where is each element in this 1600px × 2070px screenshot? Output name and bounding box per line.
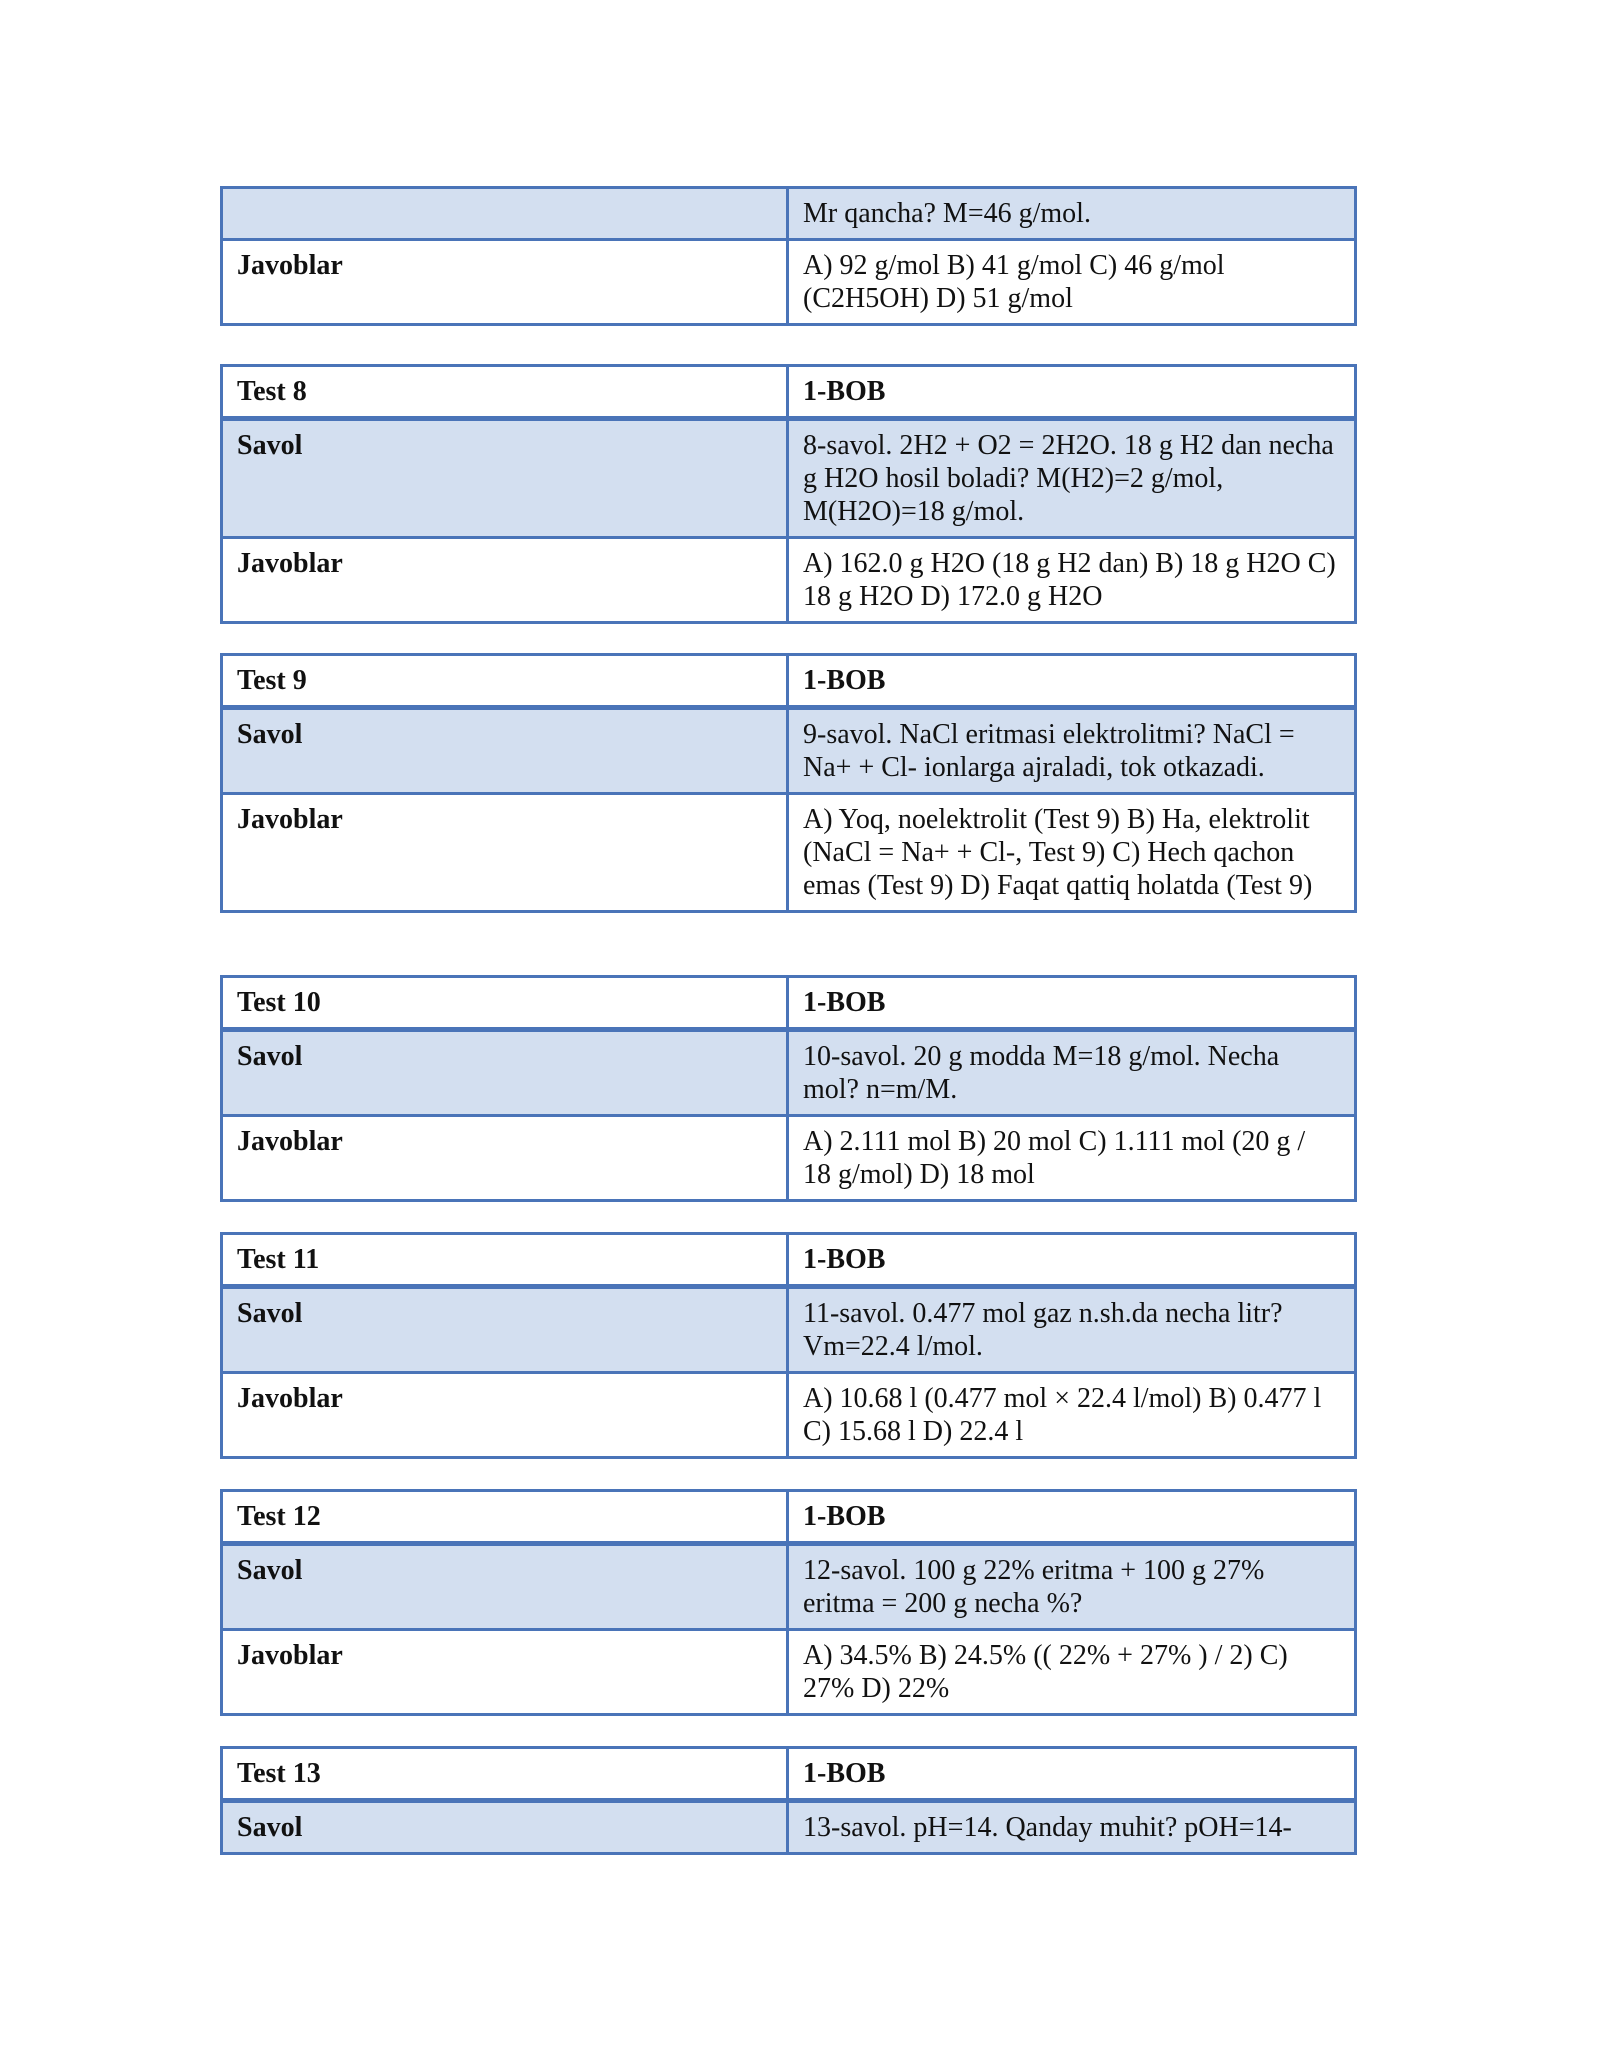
- test-number: Test 10: [222, 977, 788, 1030]
- chapter-label: 1-BOB: [788, 1234, 1356, 1287]
- row-label: Javoblar: [222, 1373, 788, 1458]
- test-header-row: [222, 366, 1356, 419]
- test-table-10: [220, 975, 1357, 1202]
- question-text: Mr qancha? M=46 g/mol.: [788, 188, 1356, 240]
- test-table-9: [220, 653, 1357, 913]
- answers-row: [222, 1116, 1356, 1201]
- test-table-11: [220, 1232, 1357, 1459]
- question-row: [222, 1030, 1356, 1116]
- row-label: Savol: [222, 708, 788, 794]
- row-label: Savol: [222, 1030, 788, 1116]
- row-label: Javoblar: [222, 1116, 788, 1201]
- row-label: Savol: [222, 1544, 788, 1630]
- row-label: Savol: [222, 1801, 788, 1854]
- test-number: Test 11: [222, 1234, 788, 1287]
- test-number: Test 8: [222, 366, 788, 419]
- test-number: Test 13: [222, 1748, 788, 1801]
- row-label: Javoblar: [222, 1630, 788, 1715]
- answers-row: [222, 1373, 1356, 1458]
- test-table-13: [220, 1746, 1357, 1855]
- row-label: Javoblar: [222, 538, 788, 623]
- test-header-row: [222, 977, 1356, 1030]
- answers-row: [222, 1630, 1356, 1715]
- chapter-label: 1-BOB: [788, 655, 1356, 708]
- row-label: Savol: [222, 1287, 788, 1373]
- question-row: [222, 1287, 1356, 1373]
- answers-row: [222, 794, 1356, 912]
- test-header-row: [222, 655, 1356, 708]
- test-header-row: [222, 1491, 1356, 1544]
- question-row: [222, 419, 1356, 538]
- question-text: 13-savol. pH=14. Qanday muhit? pOH=14-: [788, 1801, 1356, 1854]
- question-text: 9-savol. NaCl eritmasi elektrolitmi? NaCl = Na+ + Cl- ionlarga ajraladi, tok otkazadi.: [788, 708, 1356, 794]
- row-label: Javoblar: [222, 240, 788, 325]
- question-row: [222, 1544, 1356, 1630]
- row-label: Javoblar: [222, 794, 788, 912]
- question-row: [222, 708, 1356, 794]
- chapter-label: 1-BOB: [788, 977, 1356, 1030]
- question-text: 10-savol. 20 g modda M=18 g/mol. Necha mol? n=m/M.: [788, 1030, 1356, 1116]
- answers-text: A) 92 g/mol B) 41 g/mol C) 46 g/mol (C2H5OH) D) 51 g/mol: [788, 240, 1356, 325]
- chapter-label: 1-BOB: [788, 366, 1356, 419]
- test-number: Test 9: [222, 655, 788, 708]
- answers-text: A) 10.68 l (0.477 mol × 22.4 l/mol) B) 0.477 l C) 15.68 l D) 22.4 l: [788, 1373, 1356, 1458]
- test-table-8: [220, 364, 1357, 624]
- row-label: [222, 188, 788, 240]
- question-text: 8-savol. 2H2 + O2 = 2H2O. 18 g H2 dan necha g H2O hosil boladi? M(H2)=2 g/mol, M(H2O)=18 g/mol.: [788, 419, 1356, 538]
- chapter-label: 1-BOB: [788, 1491, 1356, 1544]
- answers-row: [222, 538, 1356, 623]
- test-table-12: [220, 1489, 1357, 1716]
- answers-text: A) Yoq, noelektrolit (Test 9) B) Ha, elektrolit (NaCl = Na+ + Cl-, Test 9) C) Hech qachon emas (Test 9) D) Faqat qattiq holatda (Test 9): [788, 794, 1356, 912]
- chapter-label: 1-BOB: [788, 1748, 1356, 1801]
- test-header-row: [222, 1748, 1356, 1801]
- answers-row: [222, 240, 1356, 325]
- answers-text: A) 34.5% B) 24.5% (( 22% + 27% ) / 2) C) 27% D) 22%: [788, 1630, 1356, 1715]
- question-table: [220, 186, 1357, 326]
- answers-text: A) 2.111 mol B) 20 mol C) 1.111 mol (20 g / 18 g/mol) D) 18 mol: [788, 1116, 1356, 1201]
- answers-text: A) 162.0 g H2O (18 g H2 dan) B) 18 g H2O C) 18 g H2O D) 172.0 g H2O: [788, 538, 1356, 623]
- question-text: 12-savol. 100 g 22% eritma + 100 g 27% eritma = 200 g necha %?: [788, 1544, 1356, 1630]
- test-number: Test 12: [222, 1491, 788, 1544]
- question-row: [222, 188, 1356, 240]
- question-row: [222, 1801, 1356, 1854]
- question-text: 11-savol. 0.477 mol gaz n.sh.da necha litr? Vm=22.4 l/mol.: [788, 1287, 1356, 1373]
- test-header-row: [222, 1234, 1356, 1287]
- row-label: Savol: [222, 419, 788, 538]
